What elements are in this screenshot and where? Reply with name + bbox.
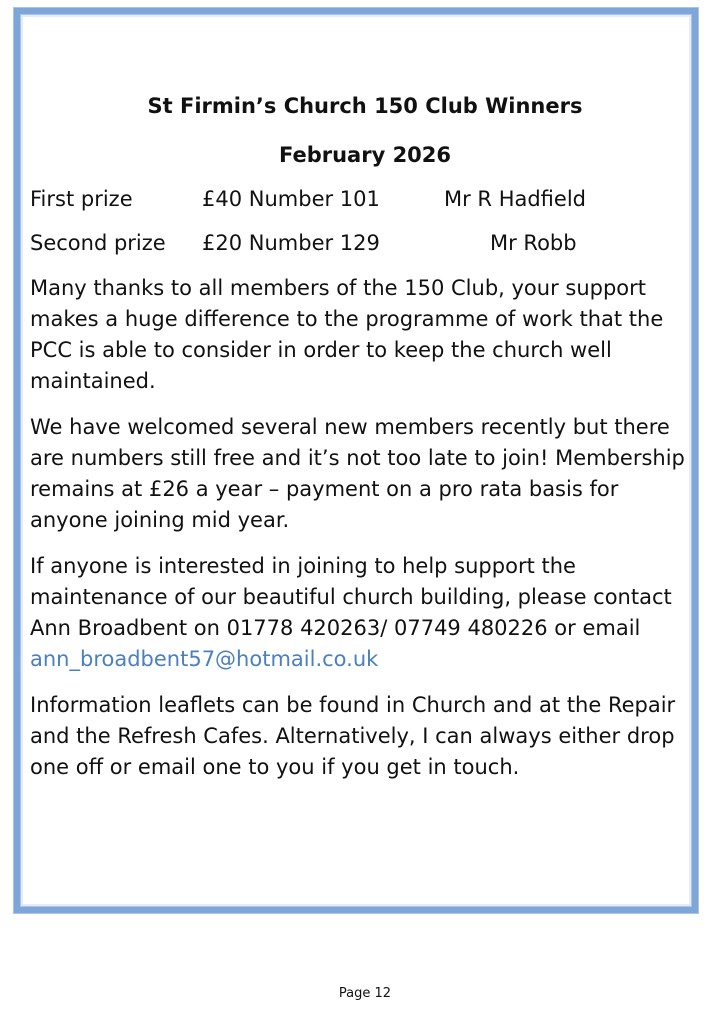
page-number: Page 12 [338,986,392,1001]
prize-winner: Mr Robb [490,231,577,255]
contact-paragraph [30,551,690,675]
prize-row-second [30,227,690,259]
membership-paragraph: We have welcomed several new members recently but there are numbers still free and it’s not too late to join! Membership remains at £26 a year – payment on a pro rata basis for anyone joining mid year. [30,415,685,532]
prize-label: First prize [30,187,133,211]
prize-row-first [30,183,690,215]
prize-label: Second prize [30,231,166,255]
article-content [30,92,690,783]
date-heading: February 2026 [278,143,452,167]
contact-text: If anyone is interested in joining to help support the maintenance of our beautiful church building, please contact Ann Broadbent on 01778 420263/ 07749 480226 or email [30,554,672,640]
page-title: St Firmin’s Church 150 Club Winners [147,94,583,118]
prize-amount: £20 Number 129 [202,231,380,255]
email-link[interactable]: ann_broadbent57@hotmail.co.uk [30,647,379,671]
leaflets-paragraph: Information leaflets can be found in Church and at the Repair and the Refresh Cafes. Alternatively, I can always either drop one off or email one to you if you get in touch. [30,693,676,779]
thanks-paragraph: Many thanks to all members of the 150 Club, your support makes a huge difference to the programme of work that the PCC is able to consider in order to keep the church well maintained. [30,276,664,393]
prize-winner: Mr R Hadfield [444,187,586,211]
prize-amount: £40 Number 101 [202,187,380,211]
